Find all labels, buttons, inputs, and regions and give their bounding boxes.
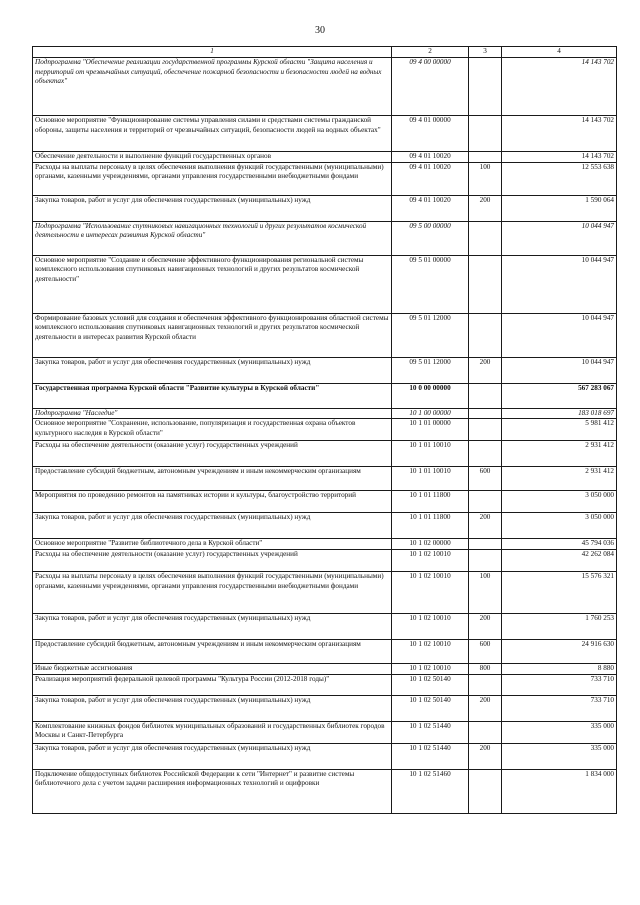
row-amount-cell: 2 931 412 [502,467,617,491]
table-row [33,357,617,383]
row-amount-cell: 10 044 947 [502,255,617,313]
table-row [33,313,617,357]
column-header-kind: 3 [469,47,502,58]
row-code-cell: 10 1 02 10010 [392,640,469,664]
column-header-name: 1 [33,47,392,58]
row-name-cell: Расходы на обеспечение деятельности (оказание услуг) государственных учреждений [33,441,392,467]
table-row [33,116,617,152]
row-name-cell: Обеспечение деятельности и выполнение функций государственных органов [33,152,392,163]
row-amount-cell: 12 553 638 [502,162,617,195]
row-kind-cell [469,408,502,419]
row-kind-cell [469,152,502,163]
row-code-cell: 09 4 01 00000 [392,116,469,152]
row-kind-cell [469,383,502,408]
row-name-cell: Закупка товаров, работ и услуг для обеспечения государственных (муниципальных) нужд [33,195,392,221]
row-code-cell: 10 1 02 51440 [392,743,469,769]
column-header-amount: 4 [502,47,617,58]
row-kind-cell: 600 [469,640,502,664]
row-amount-cell: 42 262 084 [502,550,617,572]
table-row [33,614,617,640]
row-amount-cell: 2 931 412 [502,441,617,467]
row-name-cell: Закупка товаров, работ и услуг для обеспечения государственных (муниципальных) нужд [33,357,392,383]
table-row [33,674,617,695]
row-kind-cell: 100 [469,572,502,614]
row-code-cell: 10 1 01 10010 [392,441,469,467]
row-code-cell: 10 1 02 10010 [392,550,469,572]
row-code-cell: 10 1 02 10010 [392,572,469,614]
row-amount-cell: 10 044 947 [502,221,617,255]
row-amount-cell: 10 044 947 [502,313,617,357]
table-row [33,539,617,550]
row-code-cell: 10 1 02 50140 [392,674,469,695]
row-code-cell: 09 5 01 12000 [392,357,469,383]
row-kind-cell [469,539,502,550]
row-code-cell: 09 5 01 12000 [392,313,469,357]
row-code-cell: 09 4 01 10020 [392,195,469,221]
row-code-cell: 10 1 01 00000 [392,419,469,441]
row-kind-cell: 200 [469,513,502,539]
row-amount-cell: 15 576 321 [502,572,617,614]
row-name-cell: Основное мероприятие "Сохранение, использование, популяризация и государственная охрана объектов культурного наследия в Курской области" [33,419,392,441]
table-row [33,162,617,195]
row-name-cell: Предоставление субсидий бюджетным, автономным учреждениям и иным некоммерческим организациям [33,640,392,664]
table-row [33,195,617,221]
row-code-cell: 09 4 01 10020 [392,162,469,195]
table-row [33,383,617,408]
row-kind-cell [469,721,502,743]
row-amount-cell: 14 143 702 [502,152,617,163]
row-code-cell: 10 1 02 00000 [392,539,469,550]
row-name-cell: Подпрограмма "Наследие" [33,408,392,419]
table-row [33,769,617,813]
table-row [33,441,617,467]
table-row [33,743,617,769]
row-code-cell: 10 1 02 51440 [392,721,469,743]
row-amount-cell: 1 590 064 [502,195,617,221]
row-code-cell: 10 1 02 10010 [392,664,469,675]
table-row [33,419,617,441]
row-name-cell: Подпрограмма "Использование спутниковых навигационных технологий и других результатов космической деятельности в интересах развития Курской области" [33,221,392,255]
budget-table [32,46,617,814]
row-code-cell: 10 1 02 50140 [392,695,469,721]
row-amount-cell: 5 981 412 [502,419,617,441]
row-name-cell: Подпрограмма "Обеспечение реализации государственной программы Курской области "Защита населения и территорий от чрезвычайных ситуаций, обеспечение пожарной безопасности и безопасности людей на водных объектах" [33,58,392,116]
table-row [33,152,617,163]
row-amount-cell: 10 044 947 [502,357,617,383]
row-amount-cell: 733 710 [502,695,617,721]
row-code-cell: 10 1 02 10010 [392,614,469,640]
row-amount-cell: 14 143 702 [502,58,617,116]
row-name-cell: Основное мероприятие "Функционирование системы управления силами и средствами системы гражданской обороны, защиты населения и территорий от чрезвычайных ситуаций, безопасности людей на водных объектах" [33,116,392,152]
row-kind-cell [469,441,502,467]
row-kind-cell: 200 [469,195,502,221]
row-kind-cell: 200 [469,357,502,383]
row-kind-cell [469,674,502,695]
row-name-cell: Формирование базовых условий для создания и обеспечения эффективного функционирования областной системы комплексного использования спутниковых навигационных технологий и других результатов космической деятельности в интересах развития Курской области [33,313,392,357]
row-kind-cell: 600 [469,467,502,491]
row-kind-cell: 100 [469,162,502,195]
row-amount-cell: 1 834 000 [502,769,617,813]
row-code-cell: 10 1 00 00000 [392,408,469,419]
table-row [33,58,617,116]
page-number: 30 [315,25,325,36]
row-name-cell: Подключение общедоступных библиотек Российской Федерации к сети "Интернет" и развитие системы библиотечного дела с учетом задачи расширения информационных технологий и оцифровки [33,769,392,813]
table-row [33,721,617,743]
table-row [33,640,617,664]
row-kind-cell [469,58,502,116]
row-amount-cell: 3 050 000 [502,513,617,539]
row-amount-cell: 567 283 067 [502,383,617,408]
table-header-row [33,47,617,58]
row-kind-cell: 200 [469,614,502,640]
table-row [33,408,617,419]
row-amount-cell: 8 880 [502,664,617,675]
table-row [33,550,617,572]
row-kind-cell [469,769,502,813]
row-kind-cell [469,550,502,572]
row-code-cell: 09 4 00 00000 [392,58,469,116]
row-name-cell: Иные бюджетные ассигнования [33,664,392,675]
table-row [33,491,617,513]
row-name-cell: Расходы на выплаты персоналу в целях обеспечения выполнения функций государственными (муниципальными) органами, казенными учреждениями, органами управления государственными внебюджетными фондами [33,162,392,195]
table-row [33,572,617,614]
row-code-cell: 09 5 00 00000 [392,221,469,255]
row-code-cell: 10 1 01 10010 [392,467,469,491]
row-name-cell: Закупка товаров, работ и услуг для обеспечения государственных (муниципальных) нужд [33,614,392,640]
row-amount-cell: 335 000 [502,743,617,769]
table-row [33,513,617,539]
row-name-cell: Основное мероприятие "Развитие библиотечного дела в Курской области" [33,539,392,550]
table-row [33,664,617,675]
row-name-cell: Закупка товаров, работ и услуг для обеспечения государственных (муниципальных) нужд [33,513,392,539]
row-name-cell: Расходы на выплаты персоналу в целях обеспечения выполнения функций государственными (муниципальными) органами, казенными учреждениями, органами управления государственными внебюджетными фондами [33,572,392,614]
table-body [33,58,617,814]
row-kind-cell [469,255,502,313]
row-kind-cell: 200 [469,695,502,721]
row-code-cell: 10 1 01 11800 [392,491,469,513]
row-name-cell: Закупка товаров, работ и услуг для обеспечения государственных (муниципальных) нужд [33,743,392,769]
table-row [33,695,617,721]
row-kind-cell [469,491,502,513]
row-amount-cell: 733 710 [502,674,617,695]
row-kind-cell [469,221,502,255]
row-kind-cell [469,116,502,152]
row-code-cell: 09 4 01 10020 [392,152,469,163]
row-name-cell: Основное мероприятие "Создание и обеспечение эффективного функционирования региональной системы комплексного использования спутниковых навигационных технологий и других результатов космической деятельности" [33,255,392,313]
column-header-code: 2 [392,47,469,58]
row-name-cell: Реализация мероприятий федеральной целевой программы "Культура России (2012-2018 годы)" [33,674,392,695]
row-kind-cell: 200 [469,743,502,769]
row-kind-cell [469,313,502,357]
row-amount-cell: 14 143 702 [502,116,617,152]
row-amount-cell: 183 018 697 [502,408,617,419]
row-amount-cell: 3 050 000 [502,491,617,513]
row-name-cell: Государственная программа Курской области "Развитие культуры в Курской области" [33,383,392,408]
row-name-cell: Предоставление субсидий бюджетным, автономным учреждениям и иным некоммерческим организациям [33,467,392,491]
row-code-cell: 10 0 00 00000 [392,383,469,408]
row-amount-cell: 45 794 036 [502,539,617,550]
row-amount-cell: 1 760 253 [502,614,617,640]
row-name-cell: Закупка товаров, работ и услуг для обеспечения государственных (муниципальных) нужд [33,695,392,721]
row-code-cell: 09 5 01 00000 [392,255,469,313]
table-row [33,255,617,313]
row-code-cell: 10 1 01 11800 [392,513,469,539]
row-amount-cell: 24 916 630 [502,640,617,664]
row-kind-cell: 800 [469,664,502,675]
table-row [33,467,617,491]
row-code-cell: 10 1 02 51460 [392,769,469,813]
row-kind-cell [469,419,502,441]
table-row [33,221,617,255]
row-name-cell: Расходы на обеспечение деятельности (оказание услуг) государственных учреждений [33,550,392,572]
row-name-cell: Мероприятия по проведению ремонтов на памятниках истории и культуры, благоустройство территорий [33,491,392,513]
row-amount-cell: 335 000 [502,721,617,743]
row-name-cell: Комплектование книжных фондов библиотек муниципальных образований и государственных библиотек городов Москвы и Санкт-Петербурга [33,721,392,743]
